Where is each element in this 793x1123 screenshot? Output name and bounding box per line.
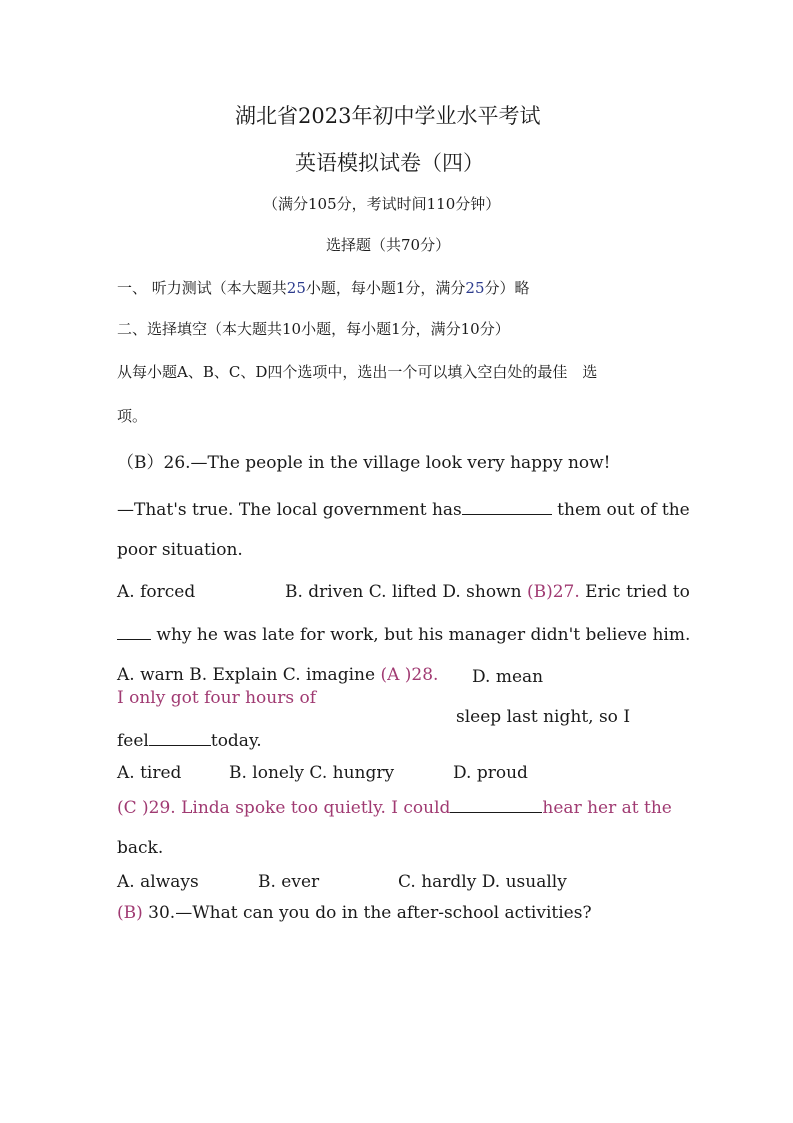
question-29 bbox=[117, 798, 672, 817]
q26-options-text: B. driven C. lifted D. shown bbox=[285, 582, 522, 602]
exam-title: 湖北省2023年初中学业水平考试 bbox=[235, 104, 541, 128]
part2-instruction-cont: 项。 bbox=[117, 407, 148, 425]
part1-mid: 小题，每小题1分，满分 bbox=[305, 279, 466, 297]
q29-option-a: A. always bbox=[117, 872, 199, 892]
q28-options-bc: B. lonely C. hungry bbox=[229, 763, 395, 783]
question-30-text: 30.—What can you do in the after-school activities? bbox=[142, 903, 592, 923]
q29-options-cd: C. hardly D. usually bbox=[398, 872, 567, 892]
question-28-text-3a: feel bbox=[117, 731, 149, 751]
answer-30: (B) bbox=[117, 903, 143, 923]
question-27-text-2: why he was late for work, but his manager didn't believe him. bbox=[151, 625, 691, 645]
q29-option-b: B. ever bbox=[258, 872, 320, 892]
question-27-text: Eric tried to bbox=[579, 582, 690, 602]
question-29-text: (C )29. Linda spoke too quietly. I could bbox=[117, 798, 451, 818]
q27-options-text: A. warn B. Explain C. imagine bbox=[117, 665, 376, 685]
question-29-line2: back. bbox=[117, 838, 164, 858]
question-28-text-3b: today. bbox=[210, 731, 262, 751]
question-27-line2 bbox=[117, 625, 690, 644]
question-30 bbox=[117, 905, 592, 922]
part1-prefix: 一、 听力测试（本大题共 bbox=[117, 279, 287, 297]
q26-options-bcd bbox=[285, 584, 690, 601]
exam-info: （满分105分，考试时间110分钟） bbox=[263, 195, 501, 213]
question-28-line3 bbox=[117, 731, 262, 750]
q28-option-d: D. proud bbox=[453, 763, 528, 783]
answer-blank[interactable] bbox=[462, 500, 552, 515]
exam-subtitle: 英语模拟试卷（四） bbox=[295, 151, 484, 175]
part2-instruction: 从每小题A、B、C、D四个选项中，选出一个可以填入空白处的最佳 选 bbox=[117, 363, 598, 381]
answer-27: (B)27. bbox=[526, 582, 580, 602]
part1-score: 25 bbox=[465, 279, 485, 297]
answer-blank[interactable] bbox=[450, 798, 542, 813]
question-26-line2 bbox=[117, 500, 690, 519]
question-26-text-a: —That's true. The local government has bbox=[117, 500, 462, 520]
answer-blank[interactable] bbox=[149, 731, 211, 746]
q27-options bbox=[117, 667, 438, 684]
answer-blank[interactable] bbox=[117, 625, 151, 640]
question-28-text: I only got four hours of bbox=[117, 688, 317, 708]
section-heading: 选择题（共70分） bbox=[326, 236, 451, 254]
answer-26: （B） bbox=[117, 453, 164, 473]
question-26 bbox=[117, 455, 611, 472]
question-26-text: 26.—The people in the village look very happy now! bbox=[163, 453, 611, 473]
question-29-text-2: hear her at the bbox=[542, 798, 672, 818]
part1-count: 25 bbox=[286, 279, 306, 297]
part1-suffix: 分）略 bbox=[484, 279, 530, 297]
part2-heading: 二、选择填空（本大题共10小题，每小题1分，满分10分） bbox=[117, 320, 510, 338]
q28-option-a: A. tired bbox=[117, 763, 182, 783]
q27-option-d: D. mean bbox=[472, 667, 544, 687]
q26-option-a: A. forced bbox=[117, 582, 196, 602]
answer-28: (A )28. bbox=[380, 665, 439, 685]
question-26-line3: poor situation. bbox=[117, 540, 243, 560]
question-26-text-b: them out of the bbox=[551, 500, 690, 520]
question-28-text-2: sleep last night, so I bbox=[456, 707, 631, 727]
part1-heading bbox=[117, 281, 530, 296]
